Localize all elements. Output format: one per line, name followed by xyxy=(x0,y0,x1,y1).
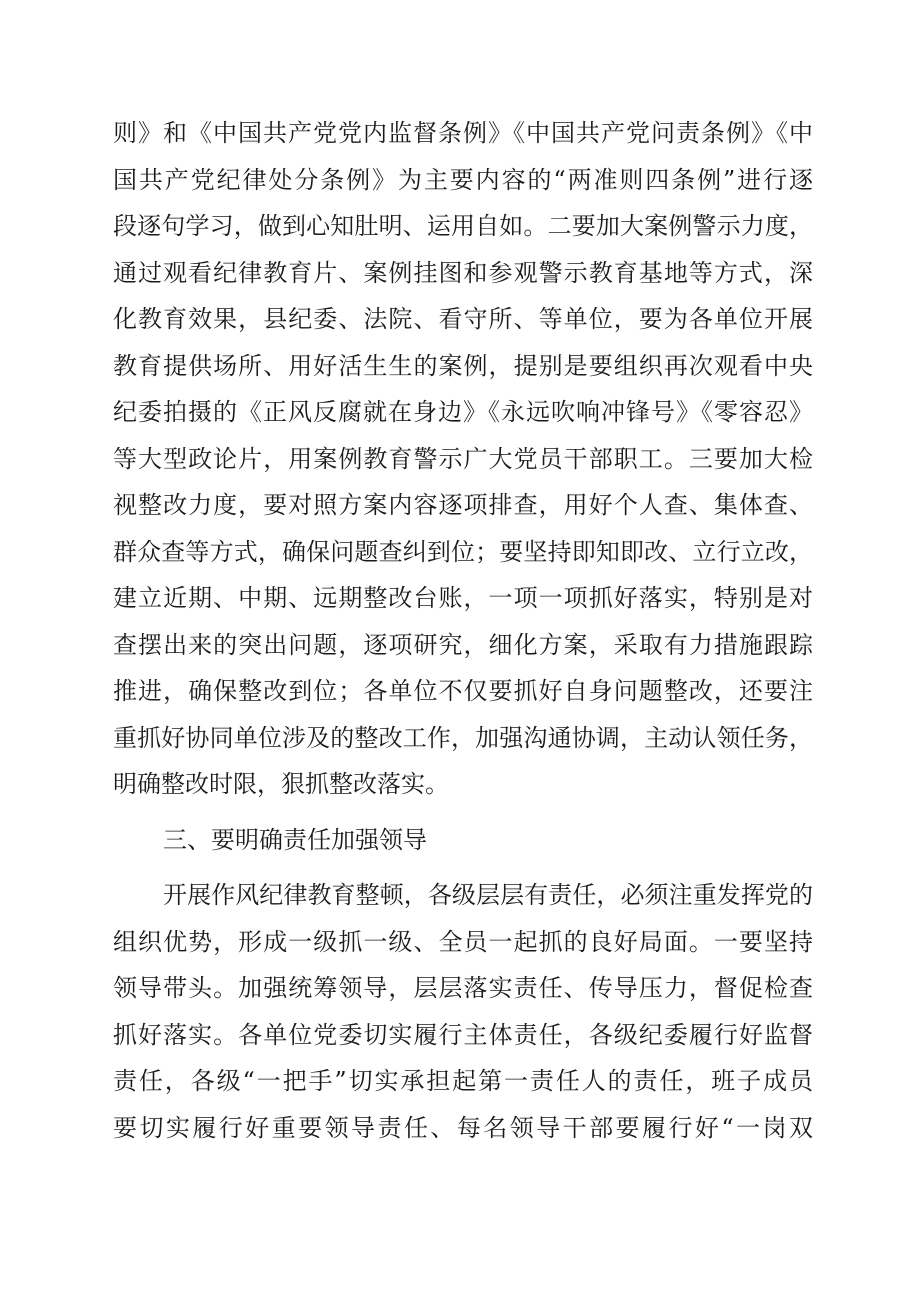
section-heading: 三、要明确责任加强领导 xyxy=(163,825,427,854)
text-line: 段逐句学习，做到心知肚明、运用自如。二要加大案例警示力度， xyxy=(113,212,813,240)
text-line: 责任，各级“一把手”切实承担起第一责任人的责任，班子成员 xyxy=(113,1067,813,1095)
text-line: 化教育效果，县纪委、法院、看守所、等单位，要为各单位开展 xyxy=(113,305,813,333)
text-line: 查摆出来的突出问题，逐项研究，细化方案，采取有力措施跟踪 xyxy=(113,630,813,659)
text-line-first: 开展作风纪律教育整顿，各级层层有责任，必须注重发挥党的 xyxy=(163,881,813,909)
paragraph-1 xyxy=(113,110,813,808)
text-line: 抓好落实。各单位党委切实履行主体责任，各级纪委履行好监督 xyxy=(113,1020,813,1049)
text-line: 则》和《中国共产党党内监督条例》《中国共产党问责条例》《中 xyxy=(113,119,813,147)
text-line: 要切实履行好重要领导责任、每名领导干部要履行好“一岗双 xyxy=(113,1113,813,1142)
document-body xyxy=(113,110,813,1151)
text-line: 教育提供场所、用好活生生的案例，提别是要组织再次观看中央 xyxy=(113,351,813,380)
text-line: 建立近期、中期、远期整改台账，一项一项抓好落实，特别是对 xyxy=(113,584,813,612)
text-line: 群众查等方式，确保问题查纠到位；要坚持即知即改、立行立改， xyxy=(113,537,813,566)
text-line: 重抓好协同单位涉及的整改工作，加强沟通协调，主动认领任务， xyxy=(113,723,813,752)
text-line: 组织优势，形成一级抓一级、全员一起抓的良好局面。一要坚持 xyxy=(113,927,813,956)
text-line: 领导带头。加强统筹领导，层层落实责任、传导压力，督促检查 xyxy=(113,974,813,1002)
text-line: 国共产党纪律处分条例》为主要内容的“两准则四条例”进行逐 xyxy=(113,165,813,194)
text-line: 通过观看纪律教育片、案例挂图和参观警示教育基地等方式，深 xyxy=(113,258,813,287)
paragraph-2 xyxy=(113,872,813,1151)
text-line: 等大型政论片，用案例教育警示广大党员干部职工。三要加大检 xyxy=(113,444,813,473)
text-line: 推进，确保整改到位；各单位不仅要抓好自身问题整改，还要注 xyxy=(113,677,813,705)
text-line: 视整改力度，要对照方案内容逐项排查，用好个人查、集体查、 xyxy=(113,491,813,519)
text-line: 纪委拍摄的《正风反腐就在身边》《永远吹响冲锋号》《零容忍》 xyxy=(113,398,813,426)
text-line-last: 明确整改时限，狠抓整改落实。 xyxy=(113,770,449,798)
